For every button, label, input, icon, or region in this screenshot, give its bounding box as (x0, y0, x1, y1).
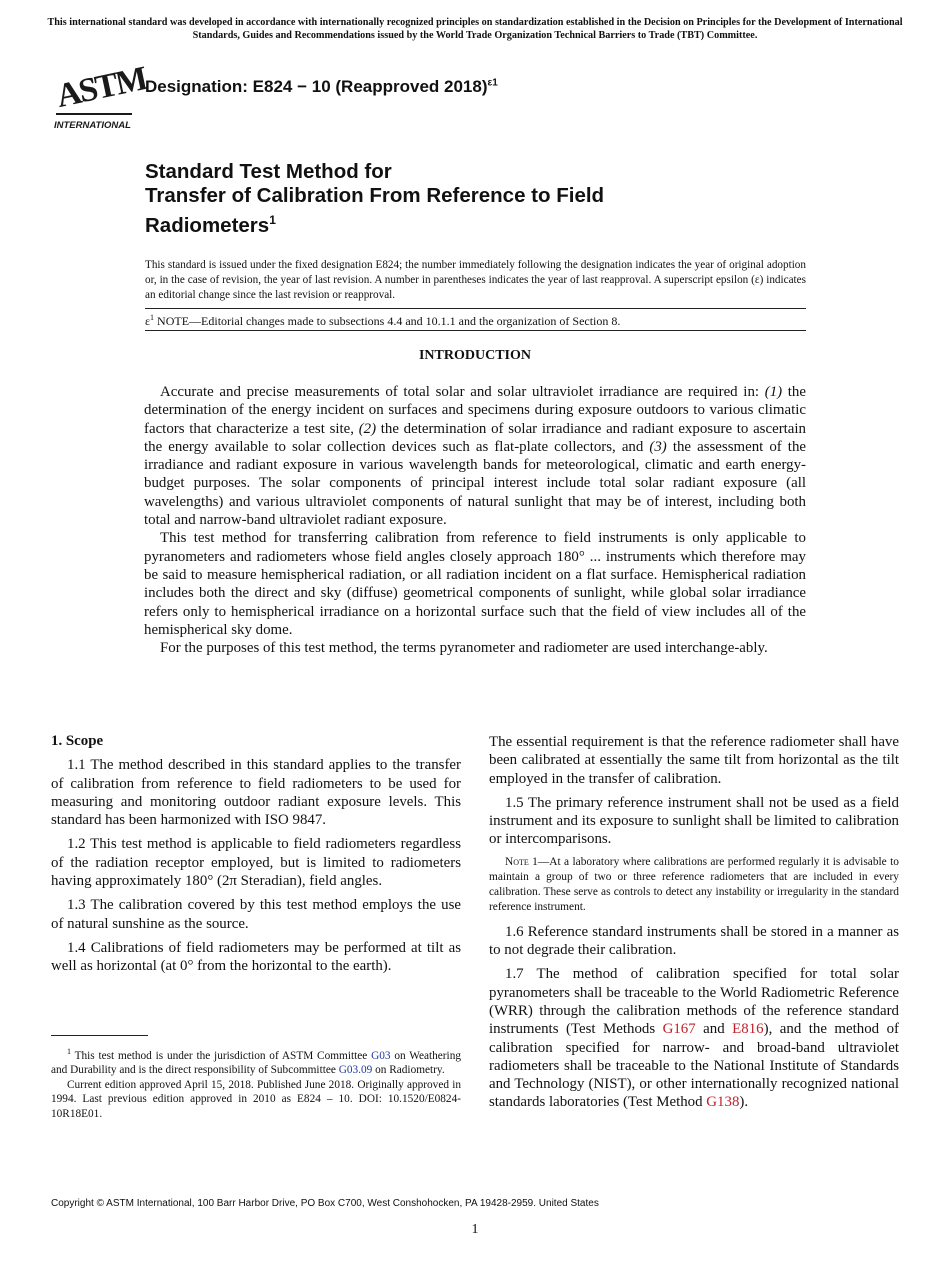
intro-p1-a: Accurate and precise measurements of total solar and solar ultraviolet irradiance are required in: (160, 384, 765, 400)
section-1-7-b: ), and the method of calibration specified for narrow- and broad-band ultraviolet radiometers shall be traceable to the National Institute of Standards and Technology (NIST), or other internationally recognized national standards laboratories (Test Method (489, 1021, 899, 1111)
designation (145, 77, 498, 97)
section-1-4: 1.4 Calibrations of field radiometers may be performed at tilt as well as horizontal (at 0° from the horizontal to the earth). (51, 939, 461, 975)
footnote-1 (51, 1045, 461, 1078)
epsilon-note-text: NOTE—Editorial changes made to subsections 4.4 and 10.1.1 and the organization of Section 8. (154, 314, 621, 328)
title-line-3-text: Radiometers (145, 213, 270, 237)
title-footnote-ref: 1 (269, 213, 276, 227)
document-title (145, 160, 604, 238)
introduction-body (144, 383, 806, 657)
title-line-2: Transfer of Calibration From Reference to Field (145, 184, 605, 207)
designation-text: Designation: E824 − 10 (Reapproved 2018) (145, 77, 488, 96)
footnote-1-c: on Radiometry. (372, 1064, 445, 1077)
issuance-note: This standard is issued under the fixed designation E824; the number immediately following the designation indicates the year of original adoption or, in the case of revision, the year of last revision. A number in parentheses indicates the year of last reapproval. A superscript epsilon (ε) indicates an editorial change since the last revision or reapproval. (145, 259, 806, 301)
scope-heading: 1. Scope (51, 733, 104, 749)
intro-paragraph-1 (144, 383, 806, 529)
designation-epsilon: ε1 (487, 77, 498, 89)
footnote-marker: 1 (67, 1047, 71, 1056)
page-number: 1 (471, 1222, 479, 1237)
intro-p1-b: the determination of the energy incident on surfaces and specimens during exposure outdoors to various climatic factors that characterize a test site, (144, 384, 806, 437)
subcommittee-g0309-link[interactable]: G03.09 (338, 1064, 373, 1077)
e816-link[interactable]: E816 (732, 1021, 764, 1038)
title-line-3 (145, 208, 604, 238)
divider-bottom (145, 330, 806, 331)
logo-caption: INTERNATIONAL (54, 120, 131, 131)
divider-top (145, 308, 806, 309)
section-1-7-c: ). (739, 1094, 749, 1111)
epsilon-note (145, 313, 620, 329)
footnote-1-b: on Weathering and Durability and is the direct responsibility of Subcommittee (51, 1049, 461, 1077)
footnote-1-a: This test method is under the jurisdiction of ASTM Committee (71, 1049, 372, 1062)
title-line-1: Standard Test Method for (145, 160, 392, 183)
note-1-text: —At a laboratory where calibrations are performed regularly it is advisable to maintain a group of two or three reference radiometers that are included in every calibration. These serve as controls to detect any instability or irregularity in the standard reference instrument. (489, 855, 899, 913)
copyright-notice: Copyright © ASTM International, 100 Barr Harbor Drive, PO Box C700, West Conshohocken, PA 19428-2959. United States (51, 1198, 599, 1209)
intro-p1-c: the determination of solar irradiance and radiant exposure to ascertain the energy available to solar collection devices such as flat-plate collectors, and (144, 420, 806, 455)
section-1-4-continued: The essential requirement is that the reference radiometer shall have been calibrated at essentially the same tilt from horizontal as the tilt employed in the transfer of calibration. (489, 734, 899, 787)
epsilon-symbol: ε (145, 314, 151, 328)
section-1-2: 1.2 This test method is applicable to field radiometers regardless of the radiation receptor employed, but is limited to radiometers having approximately 180° (2π Steradian), field angles. (51, 836, 461, 890)
intro-paragraph-2: This test method for transferring calibration from reference to field instruments is only applicable to pyranometers and radiometers whose field angles closely approach 180° ... instruments which therefore may be said to measure hemispherical radiation, or all radiation incident on a flat surface. Hemispherical radiation includes both the direct and sky (diffuse) geometrical components of sunlight, while global solar irradiance refers only to hemispherical irradiance on a horizontal surface such that the field of view includes all of the hemispherical sky dome. (144, 530, 806, 638)
section-1-7 (489, 965, 899, 1111)
section-1-7-a: 1.7 The method of calibration specified for total solar pyranometers shall be traceable to the World Radiometric Reference (WRR) through the calibration methods of the reference standard instruments (Test Methods (489, 966, 899, 1038)
section-1-5: 1.5 The primary reference instrument shall not be used as a field instrument and its exposure to sunlight shall be limited to calibration or intercomparisons. (489, 794, 899, 848)
note-1-label: Note 1 (505, 855, 538, 868)
g167-link[interactable]: G167 (662, 1021, 696, 1038)
section-1-3: 1.3 The calibration covered by this test method employs the use of natural sunshine as the source. (51, 897, 461, 932)
astm-logo-icon (52, 56, 150, 134)
astm-logo (52, 56, 150, 134)
left-column (51, 732, 461, 982)
section-1-1: 1.1 The method described in this standard applies to the transfer of calibration from reference to field radiometers to be used for measuring and monitoring outdoor radiant exposure levels. This standard has been harmonized with ISO 9847. (51, 757, 461, 829)
footnote-edition: Current edition approved April 15, 2018. Published June 2018. Originally approved in 1994. Last previous edition approved in 2010 as E824 – 10. DOI: 10.1520/E0824-10R18E01. (51, 1078, 461, 1120)
committee-g03-link[interactable]: G03 (371, 1049, 391, 1062)
footnote-divider (51, 1035, 148, 1036)
intro-p1-i2: (2) (358, 420, 377, 437)
introduction-heading: INTRODUCTION (418, 348, 531, 363)
intro-p1-i1: (1) (764, 384, 783, 400)
section-1-6: 1.6 Reference standard instruments shall be stored in a manner as to not degrade their calibration. (489, 923, 899, 959)
logo-letters: ASTM (53, 60, 150, 116)
right-column (489, 733, 899, 1118)
epsilon-sup: 1 (150, 313, 155, 322)
section-1-7-and: and (695, 1021, 733, 1038)
standards-banner: This international standard was developed in accordance with internationally recognized principles on standardization established in the Decision on Principles for the Development of International Standards, Guides and Recommendations issued by the World Trade Organization Technical Barriers to Trade (TBT) Committee. (47, 17, 903, 41)
intro-p1-d: the assessment of the irradiance and radiant exposure in various wavelength bands for meteorological, climatic and earth energy-budget purposes. The solar components of principal interest include total solar radiant exposure (all wavelengths) and various ultraviolet components of natural sunlight that may be of interest, including both total and narrow-band ultraviolet radiant exposure. (144, 438, 807, 529)
footnotes (51, 1045, 461, 1121)
note-1 (489, 855, 899, 915)
intro-paragraph-3: For the purposes of this test method, the terms pyranometer and radiometer are used interchange-ably. (160, 640, 768, 657)
g138-link[interactable]: G138 (706, 1094, 740, 1111)
intro-p1-i3: (3) (649, 438, 667, 455)
